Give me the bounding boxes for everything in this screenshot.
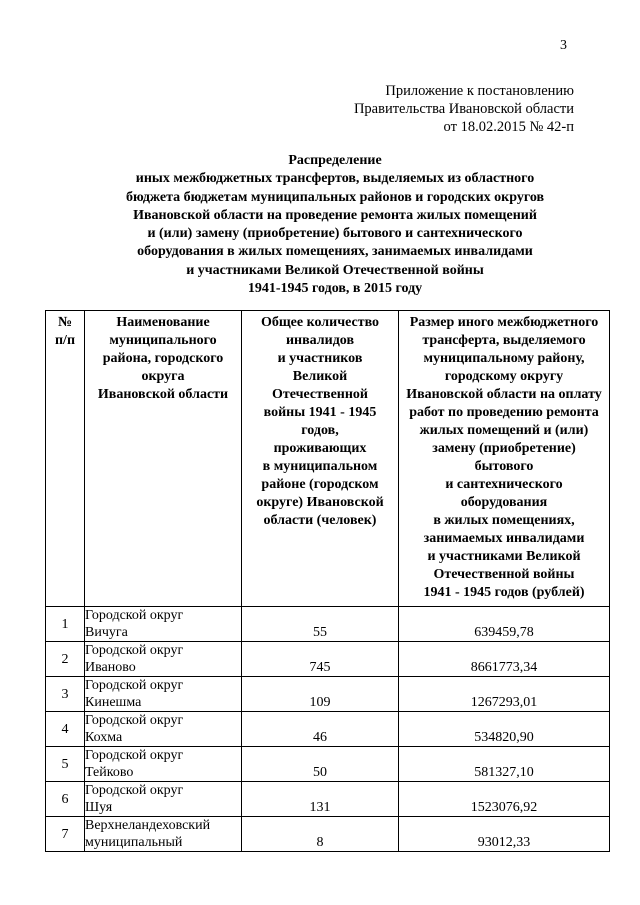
- row-count: 109: [242, 677, 399, 712]
- appendix-date-line: от 18.02.2015 № 42-п: [443, 119, 574, 135]
- table-row: [46, 607, 610, 642]
- header-text: Отечественной войны: [433, 567, 575, 582]
- title-line: иных межбюджетных трансфертов, выделяемых из областного: [135, 171, 535, 187]
- header-text: №: [57, 315, 73, 330]
- row-name: [85, 712, 242, 747]
- header-text: жилых помещений и (или): [419, 423, 589, 438]
- row-amount: 93012,33: [399, 817, 610, 852]
- header-text: Ивановской области на оплату: [406, 387, 602, 402]
- header-text: муниципального: [109, 333, 217, 348]
- row-name-line: Иваново: [85, 660, 136, 675]
- header-text: инвалидов: [285, 333, 355, 348]
- row-amount: 1267293,01: [399, 677, 610, 712]
- row-amount: 534820,90: [399, 712, 610, 747]
- appendix-block: [354, 82, 574, 136]
- row-name-line: Верхнеландеховский: [85, 818, 211, 833]
- header-text: проживающих: [273, 441, 367, 456]
- row-name-line: Городской округ: [85, 783, 184, 798]
- header-text: в муниципальном: [262, 459, 378, 474]
- table-row: [46, 712, 610, 747]
- appendix-line: Правительства Ивановской области: [353, 101, 574, 117]
- row-count: 131: [242, 782, 399, 817]
- header-text: Наименование: [116, 315, 210, 330]
- header-text: замену (приобретение) бытового: [432, 441, 576, 474]
- header-text: округа: [141, 369, 185, 384]
- header-text: трансферта, выделяемого: [422, 333, 586, 348]
- row-number: 6: [46, 782, 85, 817]
- row-number: 2: [46, 642, 85, 677]
- header-text: годов,: [301, 423, 339, 438]
- row-name: [85, 817, 242, 852]
- header-text: Отечественной: [272, 387, 368, 402]
- distribution-table: [45, 310, 610, 852]
- row-name-line: муниципальный: [85, 835, 183, 850]
- table-row: [46, 817, 610, 852]
- title-line: и участниками Великой Отечественной войны: [186, 262, 484, 278]
- table-row: [46, 747, 610, 782]
- row-name-line: Городской округ: [85, 713, 184, 728]
- row-name: [85, 677, 242, 712]
- header-text: районе (городском: [261, 477, 379, 492]
- row-name-line: Шуя: [85, 800, 113, 815]
- row-name-line: Городской округ: [85, 748, 184, 763]
- row-name-line: Кохма: [85, 730, 123, 745]
- row-amount: 581327,10: [399, 747, 610, 782]
- header-text: войны 1941 - 1945: [263, 405, 377, 420]
- row-name: [85, 642, 242, 677]
- header-text: Ивановской области: [97, 387, 229, 402]
- row-count: 55: [242, 607, 399, 642]
- appendix-line: Приложение к постановлению: [385, 83, 574, 99]
- title-line: и (или) замену (приобретение) бытового и сантехнического: [147, 226, 523, 242]
- header-text: занимаемых инвалидами: [423, 531, 585, 546]
- row-name: [85, 782, 242, 817]
- header-text: и сантехнического оборудования: [445, 477, 563, 510]
- row-name: [85, 747, 242, 782]
- table-row: [46, 642, 610, 677]
- row-number: 4: [46, 712, 85, 747]
- row-number: 5: [46, 747, 85, 782]
- title-line: бюджета бюджетам муниципальных районов и городских округов: [125, 189, 545, 205]
- header-text: Великой: [292, 369, 348, 384]
- header-text: работ по проведению ремонта: [409, 405, 599, 420]
- row-count: 8: [242, 817, 399, 852]
- header-text: в жилых помещениях,: [433, 513, 575, 528]
- title-line: 1941-1945 годов, в 2015 году: [247, 281, 423, 297]
- header-amount: [399, 311, 610, 607]
- header-text: округе) Ивановской: [256, 495, 384, 510]
- row-name-line: Вичуга: [85, 625, 128, 640]
- header-name: [85, 311, 242, 607]
- table-row: [46, 782, 610, 817]
- document-title: [60, 152, 610, 298]
- title-line: оборудования в жилых помещениях, занимаемых инвалидами: [137, 244, 533, 260]
- table-row: [46, 677, 610, 712]
- row-amount: 8661773,34: [399, 642, 610, 677]
- header-text: Размер иного межбюджетного: [409, 315, 599, 330]
- row-name-line: Кинешма: [85, 695, 142, 710]
- page-number: 3: [560, 38, 567, 53]
- title-line: Распределение: [288, 153, 382, 168]
- header-num: [46, 311, 85, 607]
- title-line: Ивановской области на проведение ремонта жилых помещений: [133, 207, 537, 223]
- row-count: 50: [242, 747, 399, 782]
- row-name-line: Городской округ: [85, 643, 184, 658]
- row-count: 46: [242, 712, 399, 747]
- header-text: 1941 - 1945 годов (рублей): [423, 585, 585, 600]
- header-text: и участников: [277, 351, 363, 366]
- header-text: муниципальному району,: [423, 351, 585, 366]
- row-amount: 1523076,92: [399, 782, 610, 817]
- row-name-line: Городской округ: [85, 608, 184, 623]
- table-header-row: [46, 311, 610, 607]
- row-name: [85, 607, 242, 642]
- header-text: и участниками Великой: [427, 549, 581, 564]
- header-text: области (человек): [263, 513, 377, 528]
- row-number: 3: [46, 677, 85, 712]
- header-text: городскому округу: [444, 369, 564, 384]
- row-number: 1: [46, 607, 85, 642]
- row-name-line: Городской округ: [85, 678, 184, 693]
- header-text: Общее количество: [260, 315, 380, 330]
- row-count: 745: [242, 642, 399, 677]
- row-name-line: Тейково: [85, 765, 134, 780]
- header-count: [242, 311, 399, 607]
- header-text: района, городского: [102, 351, 224, 366]
- row-number: 7: [46, 817, 85, 852]
- header-text: п/п: [54, 333, 76, 348]
- row-amount: 639459,78: [399, 607, 610, 642]
